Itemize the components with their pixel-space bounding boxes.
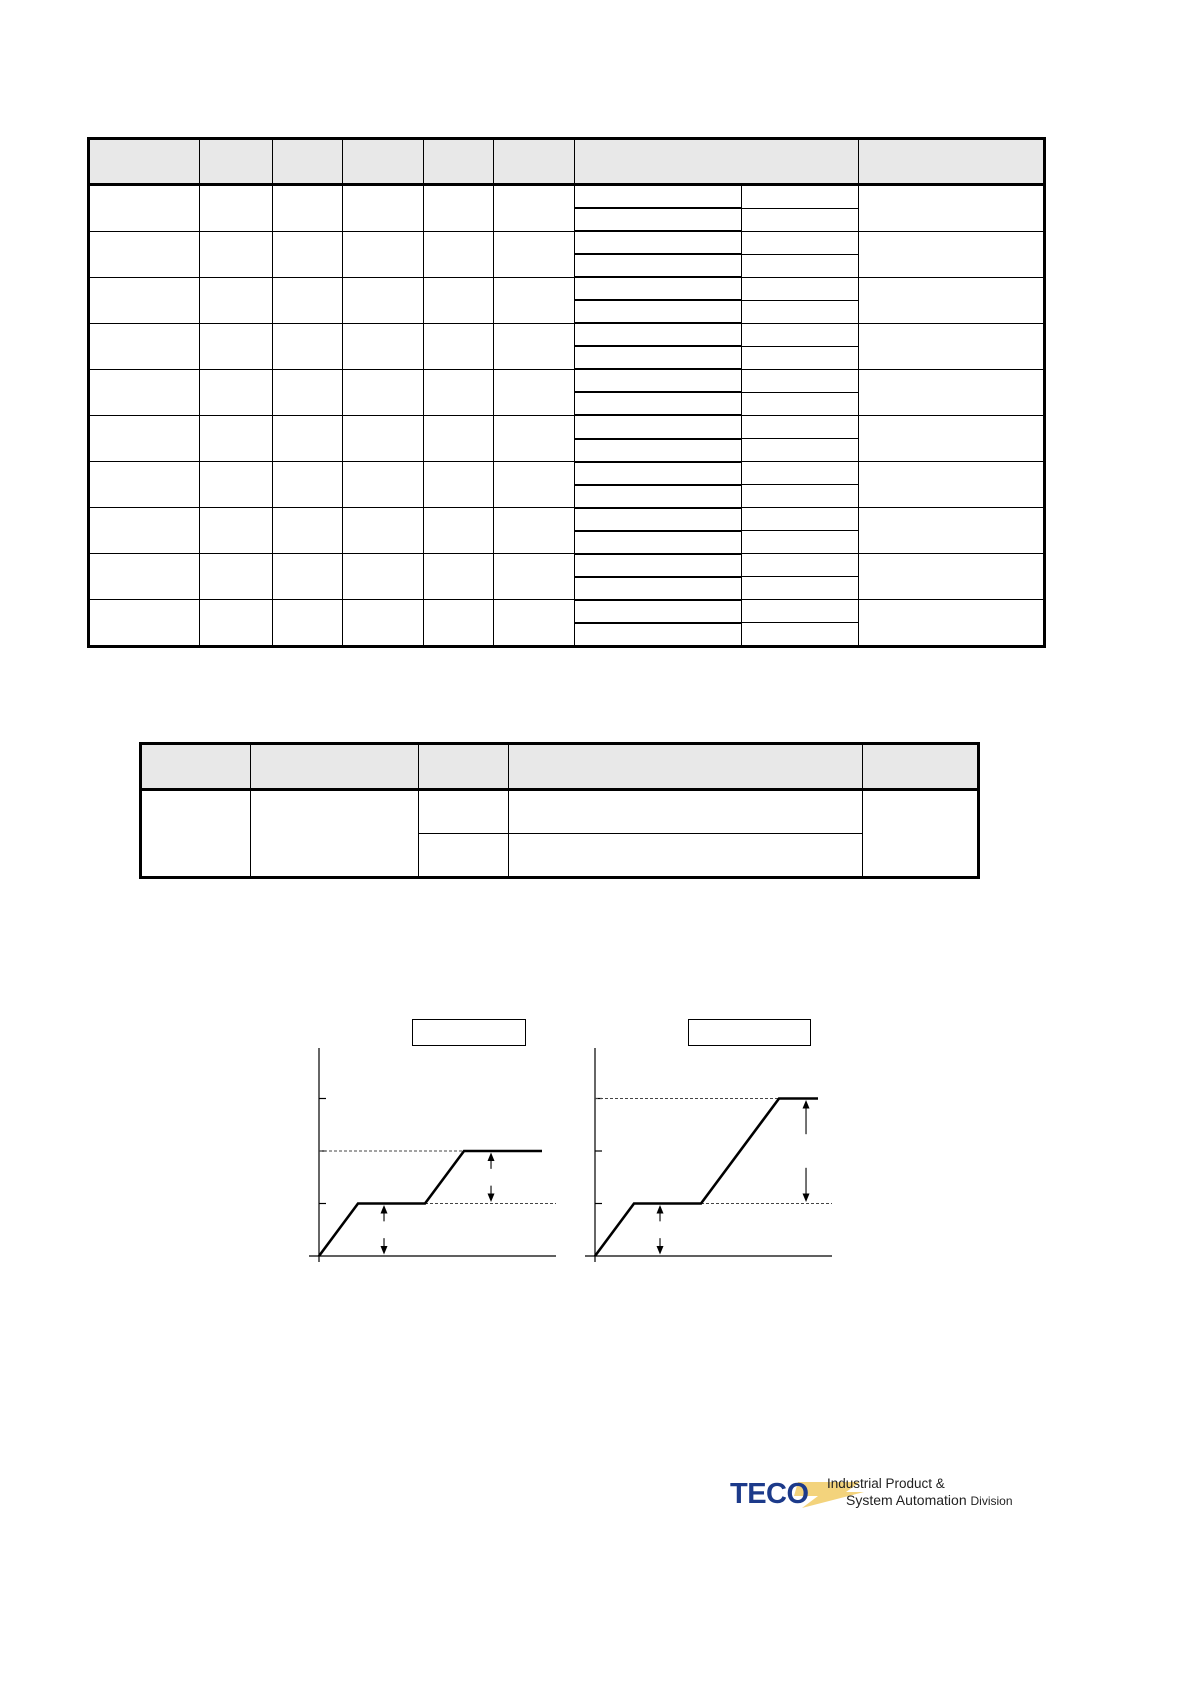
parameter-table <box>87 137 1046 648</box>
table1-cell <box>859 277 1045 323</box>
table2-header-cell <box>509 744 863 790</box>
table1-cell <box>273 185 343 232</box>
table1-cell <box>89 185 200 232</box>
table1-subcell <box>742 623 859 647</box>
table1-row <box>89 369 1045 392</box>
logo-tagline-line2 <box>846 1492 1013 1509</box>
table1-cell <box>200 415 273 461</box>
table2-header-cell <box>141 744 251 790</box>
table1-subcell <box>575 231 742 254</box>
first-step-arrow-up-head <box>381 1205 388 1214</box>
table1-subcell <box>742 185 859 209</box>
table1-cell <box>273 277 343 323</box>
table1-subcell <box>742 531 859 554</box>
table1-row <box>89 508 1045 531</box>
second-step-arrow-down-head <box>803 1194 810 1203</box>
table1-header-cell <box>424 139 494 185</box>
table1-cell <box>859 462 1045 508</box>
table1-cell <box>424 462 494 508</box>
table1-subcell <box>742 439 859 462</box>
table1-cell <box>273 415 343 461</box>
table1-cell <box>89 600 200 647</box>
table1-header-cell <box>89 139 200 185</box>
table1-subcell <box>575 554 742 577</box>
second-step-arrow-up-head <box>488 1153 495 1162</box>
logo-wordmark: TECO <box>730 1478 809 1510</box>
table1-cell <box>343 415 424 461</box>
table1-cell <box>494 231 575 277</box>
table1-cell <box>424 277 494 323</box>
table1-subcell <box>742 577 859 600</box>
table2-cell <box>141 790 251 878</box>
table1-subcell <box>575 277 742 300</box>
table2-header-cell <box>863 744 979 790</box>
table1-subcell <box>575 623 742 647</box>
first-step-arrow-up-head <box>657 1205 664 1214</box>
table1-cell <box>273 323 343 369</box>
table1-row <box>89 323 1045 346</box>
table1-row <box>89 277 1045 300</box>
table1-subcell <box>742 323 859 346</box>
table1-subcell <box>742 554 859 577</box>
table1-cell <box>89 415 200 461</box>
table1-subcell <box>575 300 742 323</box>
table1-subcell <box>575 323 742 346</box>
table1-cell <box>273 554 343 600</box>
table1-cell <box>273 462 343 508</box>
table1-cell <box>200 231 273 277</box>
table2-header-cell <box>419 744 509 790</box>
table1-row <box>89 185 1045 209</box>
table1-header-cell <box>200 139 273 185</box>
table1-cell <box>89 462 200 508</box>
table1-header-cell <box>575 139 859 185</box>
table2-subcell <box>419 790 509 834</box>
table1-subcell <box>575 254 742 277</box>
table1-cell <box>200 600 273 647</box>
table1-subcell <box>575 208 742 231</box>
table1-subcell <box>575 415 742 438</box>
logo-tagline-line1: Industrial Product & <box>827 1476 945 1491</box>
second-step-arrow-down-head <box>488 1194 495 1203</box>
diagram-left <box>300 1010 570 1270</box>
table1-cell <box>424 185 494 232</box>
table1-cell <box>859 415 1045 461</box>
table1-subcell <box>575 508 742 531</box>
table1-subcell <box>742 415 859 438</box>
table1-cell <box>200 369 273 415</box>
table1-row <box>89 554 1045 577</box>
table1-cell <box>200 277 273 323</box>
table1-subcell <box>575 462 742 485</box>
table1-cell <box>859 323 1045 369</box>
table1-subcell <box>742 254 859 277</box>
table1-cell <box>200 508 273 554</box>
table1-cell <box>424 554 494 600</box>
table1-subcell <box>575 485 742 508</box>
table1-cell <box>859 369 1045 415</box>
table1-row <box>89 415 1045 438</box>
table1-cell <box>200 185 273 232</box>
table1-body <box>89 185 1045 647</box>
parameter-table-2 <box>139 742 980 879</box>
table1-cell <box>343 185 424 232</box>
table1-cell <box>424 600 494 647</box>
table1-cell <box>89 277 200 323</box>
table1-subcell <box>742 462 859 485</box>
table1-row <box>89 231 1045 254</box>
footer-logo <box>728 1472 1028 1516</box>
first-step-arrow-down-head <box>381 1246 388 1255</box>
table1-header-cell <box>859 139 1045 185</box>
table1-header-cell <box>273 139 343 185</box>
table1-cell <box>273 600 343 647</box>
table1-cell <box>424 369 494 415</box>
table1-cell <box>494 554 575 600</box>
table1-cell <box>343 554 424 600</box>
table2-subcell <box>509 790 863 834</box>
table1-subcell <box>742 392 859 415</box>
table1-cell <box>494 185 575 232</box>
table1-cell <box>343 231 424 277</box>
table1-cell <box>343 277 424 323</box>
table2-subcell <box>509 834 863 878</box>
table1-cell <box>343 462 424 508</box>
table1-cell <box>859 185 1045 232</box>
table1-cell <box>89 554 200 600</box>
table1-cell <box>89 231 200 277</box>
table1-cell <box>494 369 575 415</box>
table1-cell <box>89 369 200 415</box>
table1-subcell <box>575 577 742 600</box>
table1-subcell <box>742 300 859 323</box>
table1-cell <box>273 369 343 415</box>
table1-cell <box>273 508 343 554</box>
table1-cell <box>494 323 575 369</box>
table1-cell <box>859 508 1045 554</box>
first-step-arrow-down-head <box>657 1246 664 1255</box>
table1-cell <box>859 231 1045 277</box>
table1-row <box>89 462 1045 485</box>
table1-cell <box>424 231 494 277</box>
table1-cell <box>200 323 273 369</box>
table1-subcell <box>575 346 742 369</box>
table1-subcell <box>742 346 859 369</box>
table1-header-cell <box>343 139 424 185</box>
table1-cell <box>343 600 424 647</box>
table1-cell <box>494 508 575 554</box>
table1-cell <box>343 508 424 554</box>
logo-tagline-line2-small: Division <box>970 1494 1013 1508</box>
table1-cell <box>273 231 343 277</box>
table1-subcell <box>742 277 859 300</box>
table2-header-row <box>141 744 979 790</box>
table1-row <box>89 600 1045 623</box>
table1-cell <box>424 508 494 554</box>
table1-subcell <box>575 439 742 462</box>
table1-subcell <box>742 600 859 623</box>
table1-subcell <box>742 485 859 508</box>
table1-cell <box>859 554 1045 600</box>
table1-cell <box>424 323 494 369</box>
table1-subcell <box>575 392 742 415</box>
table1-cell <box>494 415 575 461</box>
table1-cell <box>200 554 273 600</box>
table1-cell <box>89 323 200 369</box>
table2-row <box>141 790 979 834</box>
table1-cell <box>343 323 424 369</box>
table1-subcell <box>575 369 742 392</box>
diagram-right <box>576 1010 846 1270</box>
table1-cell <box>343 369 424 415</box>
table1-cell <box>859 600 1045 647</box>
logo-tagline-line2-main: System Automation <box>846 1492 967 1508</box>
profile-line <box>595 1099 818 1257</box>
table1-cell <box>494 277 575 323</box>
table1-header-row <box>89 139 1045 185</box>
table1-cell <box>200 462 273 508</box>
table2-cell <box>863 790 979 878</box>
table1-subcell <box>575 531 742 554</box>
table1-header-cell <box>494 139 575 185</box>
table2-subcell <box>419 834 509 878</box>
table1-cell <box>424 415 494 461</box>
table2-header-cell <box>251 744 419 790</box>
table1-cell <box>494 462 575 508</box>
table1-subcell <box>575 185 742 209</box>
table2-cell <box>251 790 419 878</box>
second-step-arrow-up-head <box>803 1100 810 1109</box>
table1-subcell <box>742 231 859 254</box>
table1-cell <box>89 508 200 554</box>
table1-subcell <box>742 369 859 392</box>
table1-subcell <box>575 600 742 623</box>
table1-subcell <box>742 208 859 231</box>
table1-subcell <box>742 508 859 531</box>
table1-cell <box>494 600 575 647</box>
